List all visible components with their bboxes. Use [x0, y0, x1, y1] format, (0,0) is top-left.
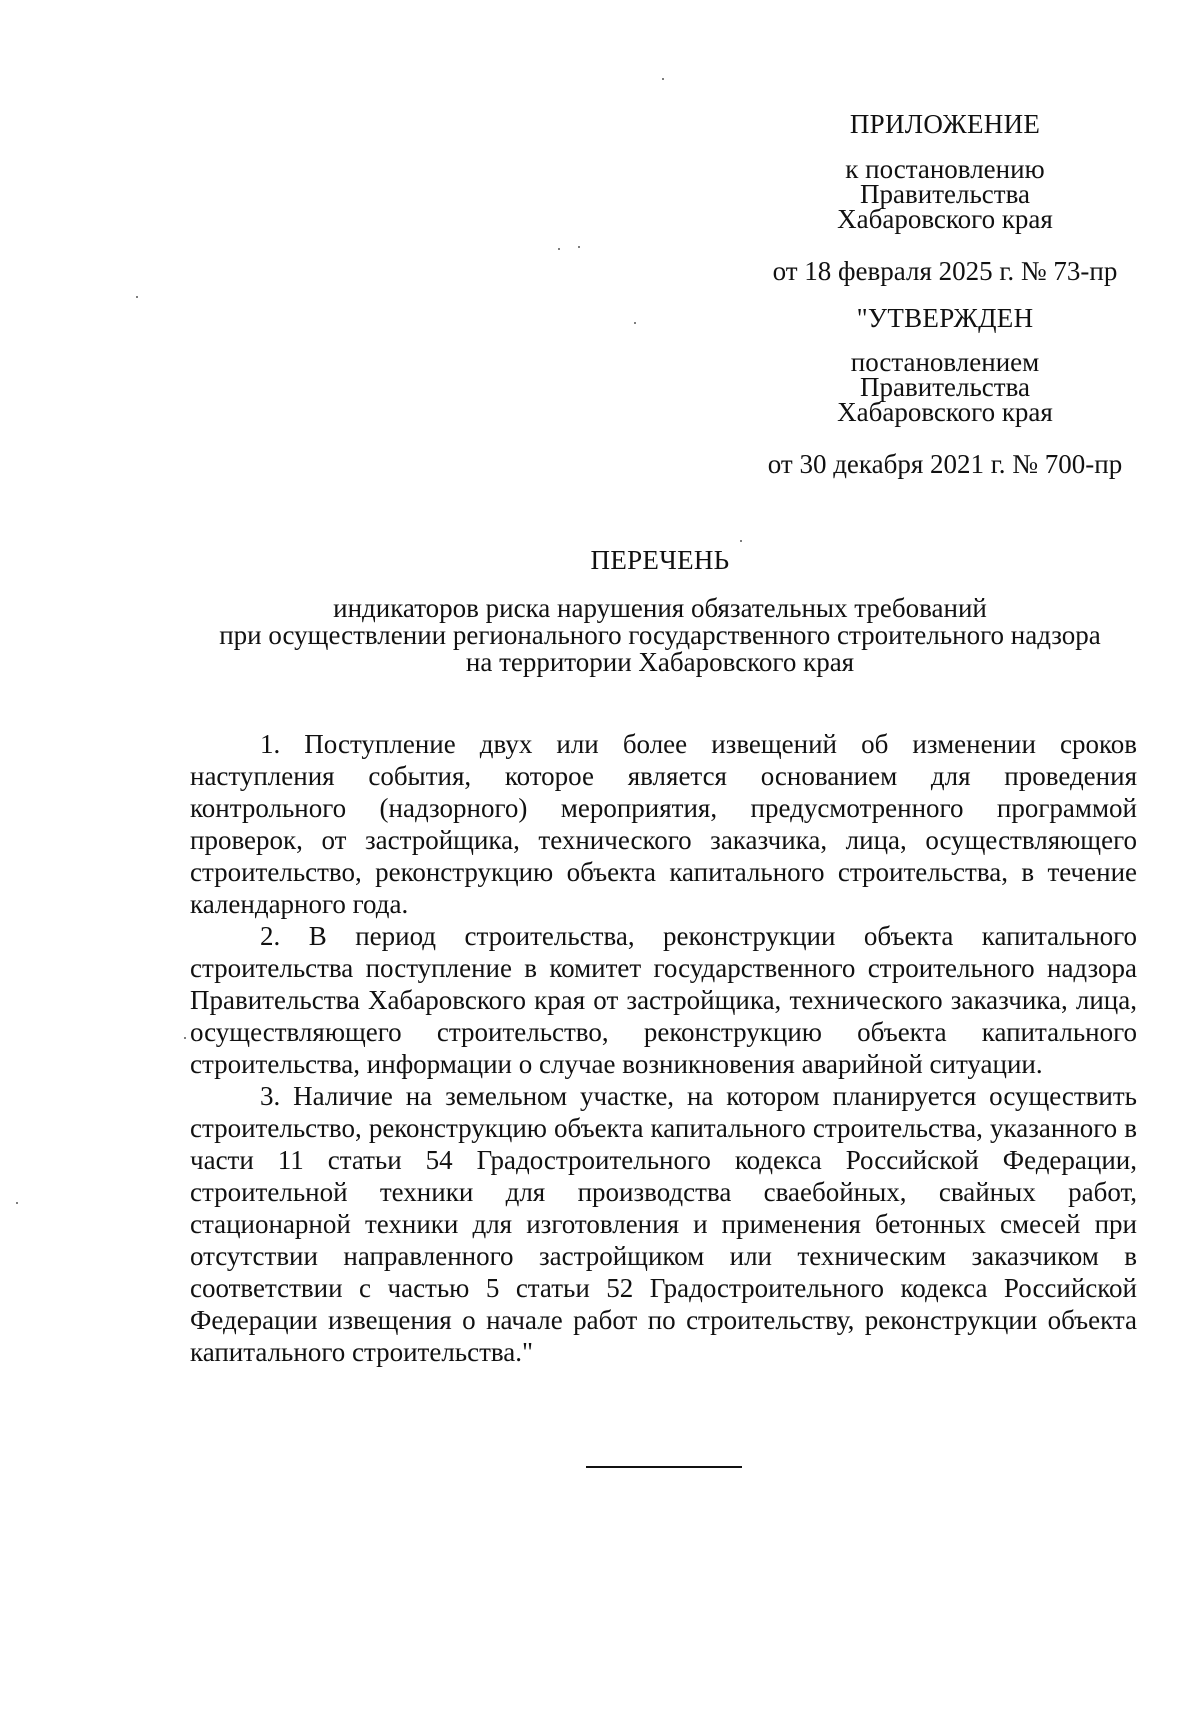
document-title-block [160, 545, 1160, 677]
scan-speck [558, 248, 560, 250]
document-title: ПЕРЕЧЕНЬ [590, 545, 730, 575]
document-subtitle-line: при осуществлении регионального государственного строительного надзора [219, 620, 1101, 650]
approval-line: постановлением [850, 347, 1040, 377]
approval-line: Хабаровского края [837, 397, 1053, 427]
annex-heading: ПРИЛОЖЕНИЕ [849, 109, 1041, 139]
list-item: 3. Наличие на земельном участке, на котором планируется осуществить строительство, реконструкцию объекта капитального строительства, указанного в части 11 статьи 54 Градостроительного кодекса Российской Федерации, строительной техники для производства сваебойных, свайных работ, стационарной техники для изготовления и применения бетонных смесей при отсутствии направленного застройщиком или техническим заказчиком в соответствии с частью 5 статьи 52 Градостроительного кодекса Российской Федерации извещения о начале работ по строительству, реконструкции объекта капитального строительства." [190, 1081, 1137, 1367]
scan-speck [740, 540, 742, 542]
document-subtitle-line: индикаторов риска нарушения обязательных требований [333, 593, 987, 623]
approval-line: Правительства [860, 372, 1030, 402]
scan-speck [578, 246, 580, 248]
approval-block [730, 303, 1160, 479]
scan-speck [136, 296, 138, 298]
annex-date: от 18 февраля 2025 г. № 73-пр [772, 256, 1118, 286]
annex-line: Правительства [860, 179, 1030, 209]
approval-date: от 30 декабря 2021 г. № 700-пр [767, 449, 1123, 479]
scan-speck [16, 1202, 18, 1204]
scan-speck [662, 78, 664, 80]
list-item: 1. Поступление двух или более извещений об изменении сроков наступления события, которое является основанием для проведения контрольного (надзорного) мероприятия, предусмотренного программой проверок, от застройщика, технического заказчика, лица, осуществляющего строительство, реконструкцию объекта капитального строительства, в течение календарного года. [190, 729, 1137, 919]
end-divider [586, 1466, 742, 1468]
document-body [190, 728, 1137, 1368]
annex-block [730, 109, 1160, 286]
list-item: 2. В период строительства, реконструкции объекта капитального строительства поступление в комитет государственного строительного надзора Правительства Хабаровского края от застройщика, технического заказчика, лица, осуществляющего строительство, реконструкцию объекта капитального строительства, информации о случае возникновения аварийной ситуации. [190, 921, 1137, 1079]
annex-line: Хабаровского края [837, 204, 1053, 234]
annex-line: к постановлению [845, 154, 1045, 184]
approval-heading: "УТВЕРЖДЕН [856, 303, 1034, 333]
scan-speck [634, 322, 636, 324]
scan-speck [184, 1037, 186, 1039]
document-subtitle-line: на территории Хабаровского края [465, 647, 855, 677]
